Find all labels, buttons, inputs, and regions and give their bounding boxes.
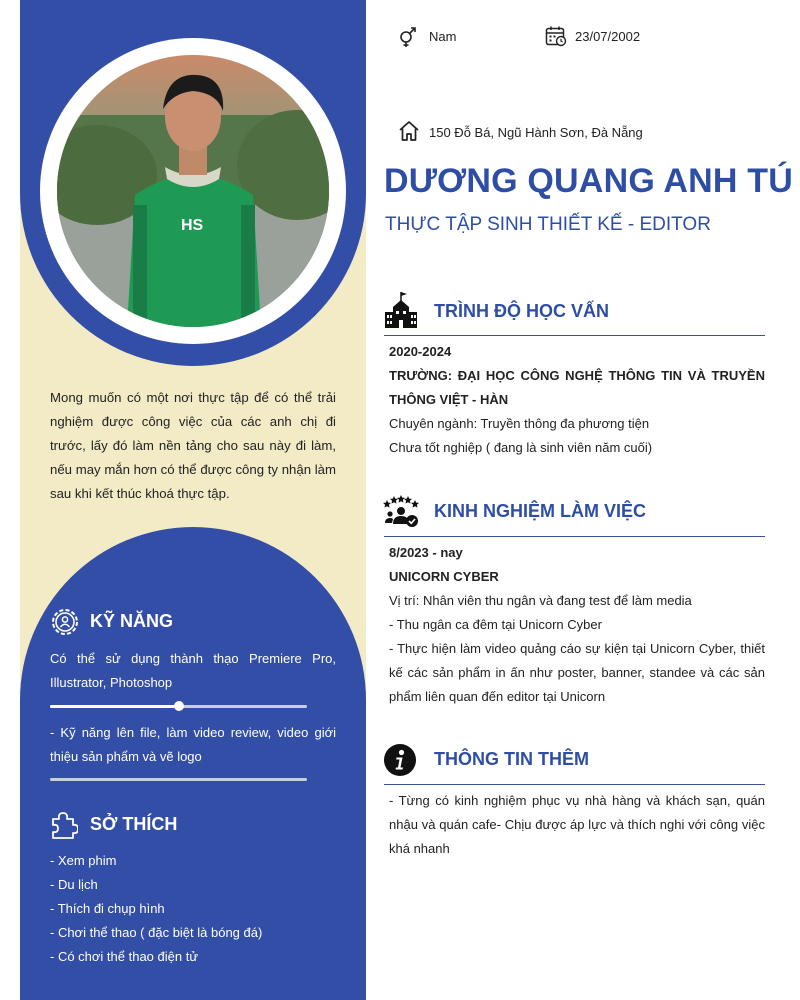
extra-info-text [389,789,765,861]
experience-company: UNICORN CYBER [389,569,499,584]
education-status: Chưa tốt nghiệp ( đang là sinh viên năm cuối) [389,440,653,455]
hobby-item: - Chơi thể thao ( đặc biệt là bóng đá) [50,925,263,940]
hobby-item: - Thích đi chụp hình [50,901,165,916]
full-name: DƯƠNG QUANG ANH TÚ [384,162,793,200]
hobby-item: - Xem phim [50,853,117,868]
education-school: TRƯỜNG: ĐẠI HỌC CÔNG NGHỆ THÔNG TIN VÀ TRUYỀN THÔNG VIỆT - HÀN [389,368,765,407]
skill-level-fill-1 [50,705,179,708]
puzzle-icon [50,810,78,840]
extra-info-heading: THÔNG TIN THÊM [434,749,589,769]
calendar-icon [545,25,567,47]
education-details [389,340,765,460]
gender-value: Nam [429,29,457,44]
experience-details [389,541,765,709]
info-icon [384,744,416,776]
career-objective: Mong muốn có một nơi thực tập để có thể trải nghiệm được công việc của các anh chị đi trước, lấy đó làm nền tảng cho sau này đi làm, nếu may mắn hơn có thể được công ty nhận làm sau khi kết thúc khoá thực tập. [50,390,336,501]
school-icon [384,290,418,328]
gender-icon [397,24,419,48]
address-value: 150 Đỗ Bá, Ngũ Hành Sơn, Đà Nẵng [429,125,643,140]
divider [384,784,765,785]
skill-level-knob-1 [174,701,184,711]
skill-item-1: Có thể sử dụng thành thạo Premiere Pro, Illustrator, Photoshop [50,651,336,690]
education-period: 2020-2024 [389,344,452,359]
skill-item-2: - Kỹ năng lên file, làm video review, video giới thiệu sản phẩm và vẽ logo [50,725,336,764]
gear-person-icon [50,607,80,637]
left-column [20,0,366,1000]
skills-heading: KỸ NĂNG [90,611,174,631]
svg-text:HS: HS [181,217,204,234]
divider [384,536,765,537]
skill-level-bar-2 [50,778,307,781]
job-title: THỰC TẬP SINH THIẾT KẾ - EDITOR [385,214,711,235]
extra-info-paragraph: - Từng có kinh nghiệm phục vụ nhà hàng và khách sạn, quán nhậu và quán cafe- Chịu được áp lực và thích nghi với công việc khá nhanh [389,793,765,856]
education-major: Chuyên ngành: Truyền thông đa phương tiện [389,416,650,431]
experience-duty: - Thực hiện làm video quảng cáo sự kiện tại Unicorn Cyber, thiết kế các sản phẩm in ấn như poster, banner, standee và các sản phẩm liên quan đến editor tại Unicorn [389,641,765,704]
experience-period: 8/2023 - nay [389,545,463,560]
education-heading: TRÌNH ĐỘ HỌC VẤN [434,301,609,321]
avatar [57,55,329,327]
home-icon [398,120,420,142]
hobbies-heading: SỞ THÍCH [90,814,178,834]
hobby-item: - Có chơi thể thao điện tử [50,949,199,964]
team-rating-icon [383,494,419,528]
hobbies-list [50,849,336,969]
divider [384,335,765,336]
experience-heading: KINH NGHIỆM LÀM VIỆC [434,501,647,521]
experience-role: Vị trí: Nhân viên thu ngân và đang test để làm media [389,593,692,608]
experience-duty: - Thu ngân ca đêm tại Unicorn Cyber [389,617,602,632]
hobby-item: - Du lịch [50,877,98,892]
birthdate-value: 23/07/2002 [575,29,641,44]
